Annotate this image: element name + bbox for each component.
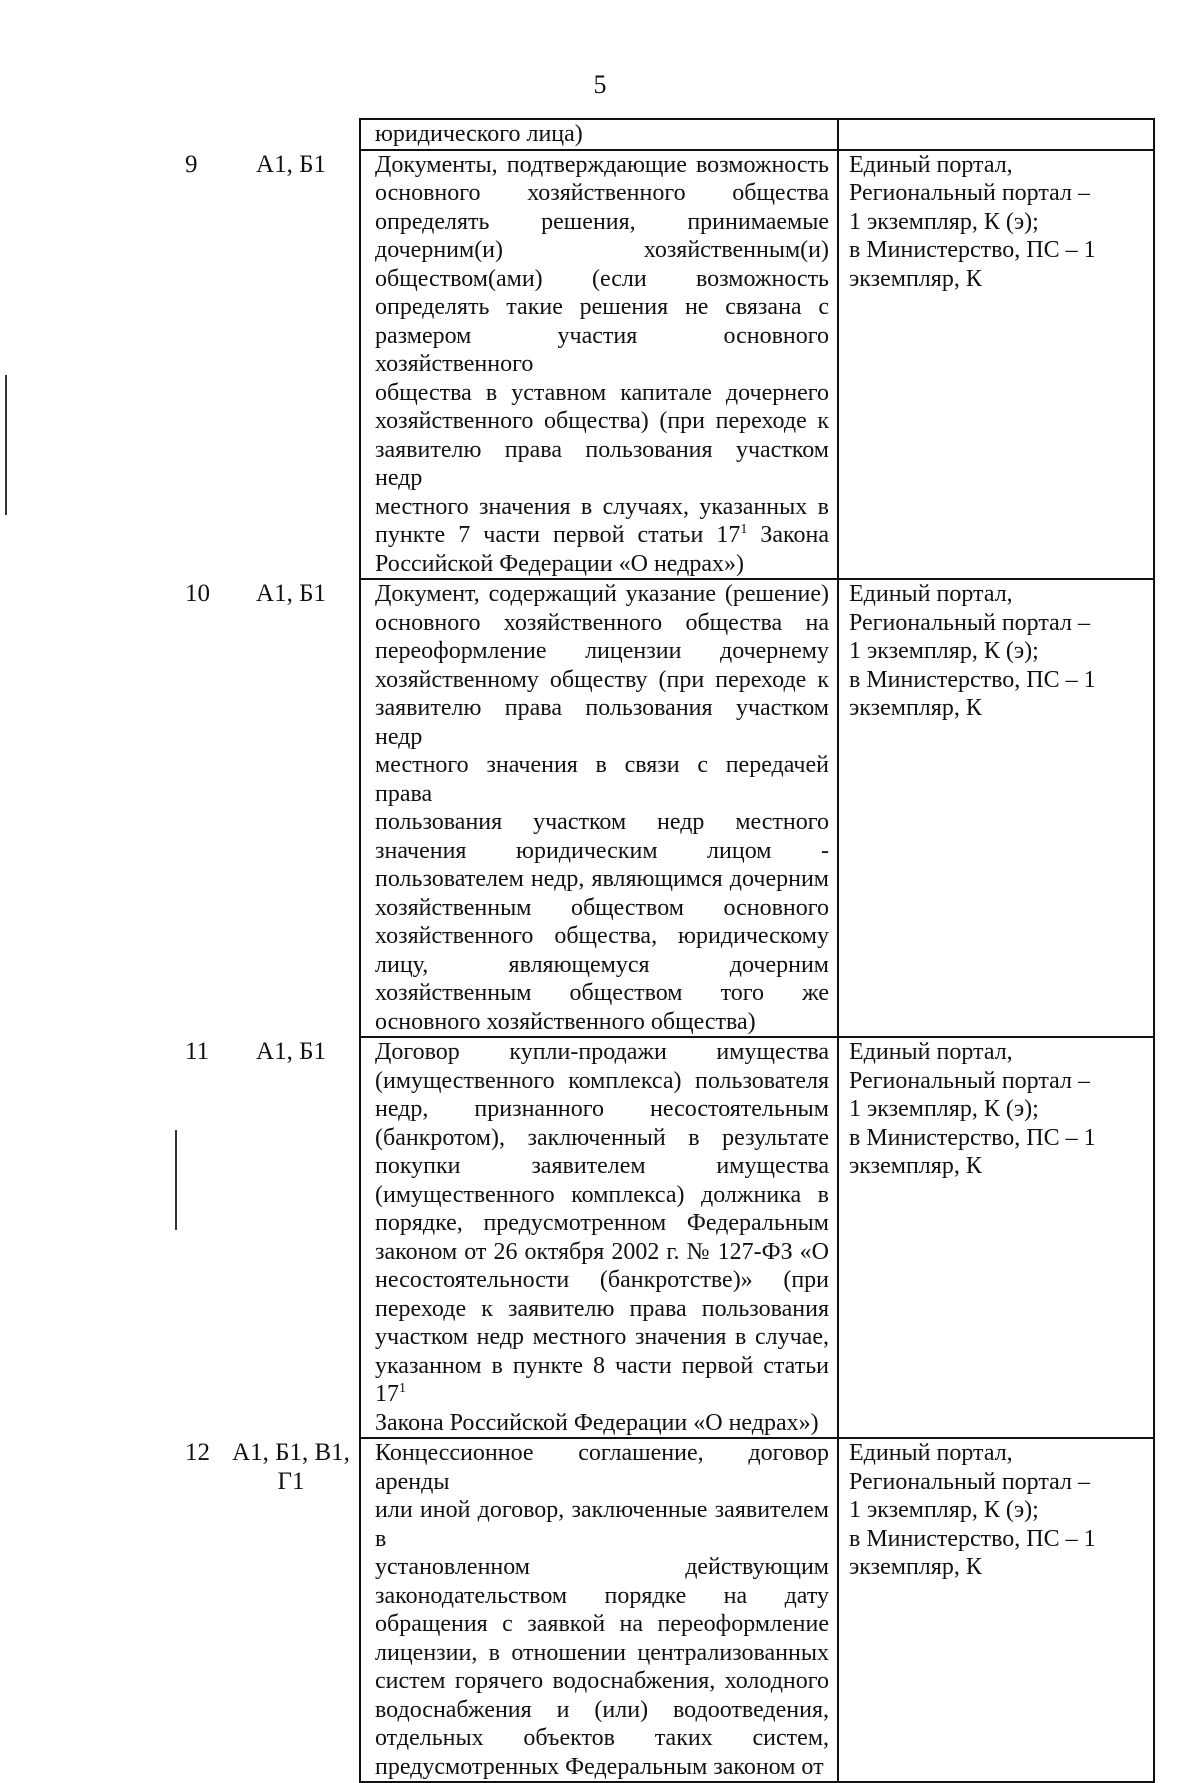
description-line: законом от 26 октября 2002 г. № 127-ФЗ «О	[375, 1238, 829, 1265]
description-line: хозяйственному обществу (при переходе к	[375, 666, 829, 693]
table-row	[360, 150, 1154, 580]
submission-cell	[838, 579, 1154, 1037]
description-line: указанном в пункте 8 части первой статьи $17^1$	[375, 1352, 829, 1407]
description-line: лицензии, в отношении централизованных	[375, 1639, 829, 1666]
description-line: Документ, содержащий указание (решение)	[375, 581, 829, 607]
description-line: Российской Федерации «О недрах»)	[375, 550, 744, 577]
submission-line: экземпляр, К	[849, 1554, 982, 1580]
description-cell	[360, 119, 838, 150]
submission-line: в Министерство, ПС – 1	[849, 1124, 1096, 1151]
description-line: определять такие решения не связана с	[375, 294, 829, 320]
margin-mark	[5, 375, 7, 515]
description-line: местного значения в связи с передачей права	[375, 752, 829, 807]
submission-line: Единый портал,	[849, 151, 1013, 178]
submission-line: в Министерство, ПС – 1	[849, 237, 1096, 263]
description-line: лицу, являющемуся дочерним	[375, 951, 829, 978]
submission-line: Региональный портал –	[849, 1067, 1090, 1094]
submission-line: экземпляр, К	[849, 265, 982, 292]
description-line: предусмотренных Федеральным законом от	[375, 1753, 824, 1780]
table-row	[360, 1037, 1154, 1438]
description-line: водоснабжения и (или) водоотведения,	[375, 1696, 829, 1723]
table-row	[360, 1438, 1154, 1782]
submission-line: в Министерство, ПС – 1	[849, 666, 1096, 693]
description-line: законодательством порядке на дату	[375, 1582, 829, 1609]
row-number: 9	[185, 150, 198, 178]
description-line: пункте 7 части первой статьи $17^1$ Закона	[375, 522, 829, 548]
margin-mark	[175, 1130, 177, 1230]
submission-line: 1 экземпляр, К (э);	[849, 1497, 1039, 1523]
documents-table	[359, 118, 1155, 1783]
submission-line: экземпляр, К	[849, 1153, 982, 1179]
submission-cell	[838, 1037, 1154, 1438]
description-line: (банкротом), заключенный в результате	[375, 1124, 829, 1151]
submission-line: экземпляр, К	[849, 695, 982, 721]
table-row	[360, 579, 1154, 1037]
description-line: хозяйственным обществом основного	[375, 894, 829, 921]
description-line: переоформление лицензии дочернему	[375, 638, 829, 664]
row-codes: А1, Б1	[256, 1038, 326, 1065]
submission-line: 1 экземпляр, К (э);	[849, 638, 1039, 664]
description-line: пользования участком недр местного	[375, 809, 829, 835]
description-line: значения юридическим лицом -	[375, 837, 829, 864]
submission-line: 1 экземпляр, К (э);	[849, 1096, 1039, 1122]
continuation-text: юридического лица)	[375, 121, 583, 147]
description-line: дочерним(и) хозяйственным(и)	[375, 237, 829, 263]
row-codes: А1, Б1	[256, 580, 326, 607]
description-line: Документы, подтверждающие возможность	[375, 151, 829, 178]
submission-line: Региональный портал –	[849, 180, 1090, 206]
description-cell	[360, 1037, 838, 1438]
submission-cell	[838, 119, 1154, 150]
description-line: отдельных объектов таких систем,	[375, 1725, 829, 1751]
description-line: обществом(ами) (если возможность	[375, 265, 829, 292]
table-row-continuation	[360, 119, 1154, 150]
description-line: установленном действующим	[375, 1554, 829, 1580]
description-line: общества в уставном капитале дочернего	[375, 379, 829, 406]
description-line: пользователем недр, являющимся дочерним	[375, 866, 829, 892]
description-line: обращения с заявкой на переоформление	[375, 1611, 829, 1637]
row-number: 12	[185, 1439, 210, 1466]
description-line: или иной договор, заключенные заявителем в	[375, 1497, 829, 1552]
submission-line: Единый портал,	[849, 1039, 1013, 1065]
description-line: (имущественного комплекса) пользователя	[375, 1067, 829, 1094]
description-line: заявителю права пользования участком недр	[375, 695, 829, 750]
submission-line: Региональный портал –	[849, 1468, 1090, 1495]
description-line: основного хозяйственного общества	[375, 180, 829, 206]
description-line: основного хозяйственного общества)	[375, 1008, 756, 1035]
row-number: 10	[185, 580, 210, 607]
submission-cell	[838, 150, 1154, 580]
description-line: заявителю права пользования участком недр	[375, 436, 829, 491]
submission-line: 1 экземпляр, К (э);	[849, 208, 1039, 235]
description-line: систем горячего водоснабжения, холодного	[375, 1668, 829, 1694]
row-number: 11	[185, 1038, 210, 1065]
description-line: Договор купли-продажи имущества	[375, 1039, 829, 1065]
description-line: участком недр местного значения в случае,	[375, 1324, 829, 1350]
description-line: (имущественного комплекса) должника в	[375, 1181, 829, 1208]
description-cell	[360, 1438, 838, 1782]
description-line: хозяйственным обществом того же	[375, 980, 829, 1006]
page-number: 5	[593, 70, 607, 99]
description-line: переходе к заявителю права пользования	[375, 1295, 829, 1322]
submission-line: в Министерство, ПС – 1	[849, 1525, 1096, 1552]
description-line: хозяйственного общества) (при переходе к	[375, 408, 829, 434]
description-line: Закона Российской Федерации «О недрах»)	[375, 1409, 819, 1436]
description-line: определять решения, принимаемые	[375, 208, 829, 235]
submission-line: Единый портал,	[849, 1440, 1013, 1466]
description-line: основного хозяйственного общества на	[375, 609, 829, 636]
description-line: хозяйственного общества, юридическому	[375, 923, 829, 949]
description-line: Концессионное соглашение, договор аренды	[375, 1440, 829, 1495]
description-line: порядке, предусмотренном Федеральным	[375, 1210, 829, 1236]
description-line: местного значения в случаях, указанных в	[375, 493, 829, 520]
row-codes: А1, Б1	[256, 150, 326, 178]
submission-cell	[838, 1438, 1154, 1782]
row-codes: А1, Б1, В1, Г1	[232, 1439, 350, 1495]
submission-line: Региональный портал –	[849, 609, 1090, 636]
submission-line: Единый портал,	[849, 581, 1013, 607]
description-cell	[360, 579, 838, 1037]
description-line: несостоятельности (банкротстве)» (при	[375, 1267, 829, 1293]
description-cell	[360, 150, 838, 580]
description-line: размером участия основного хозяйственного	[375, 322, 829, 377]
description-line: недр, признанного несостоятельным	[375, 1096, 829, 1122]
description-line: покупки заявителем имущества	[375, 1153, 829, 1179]
